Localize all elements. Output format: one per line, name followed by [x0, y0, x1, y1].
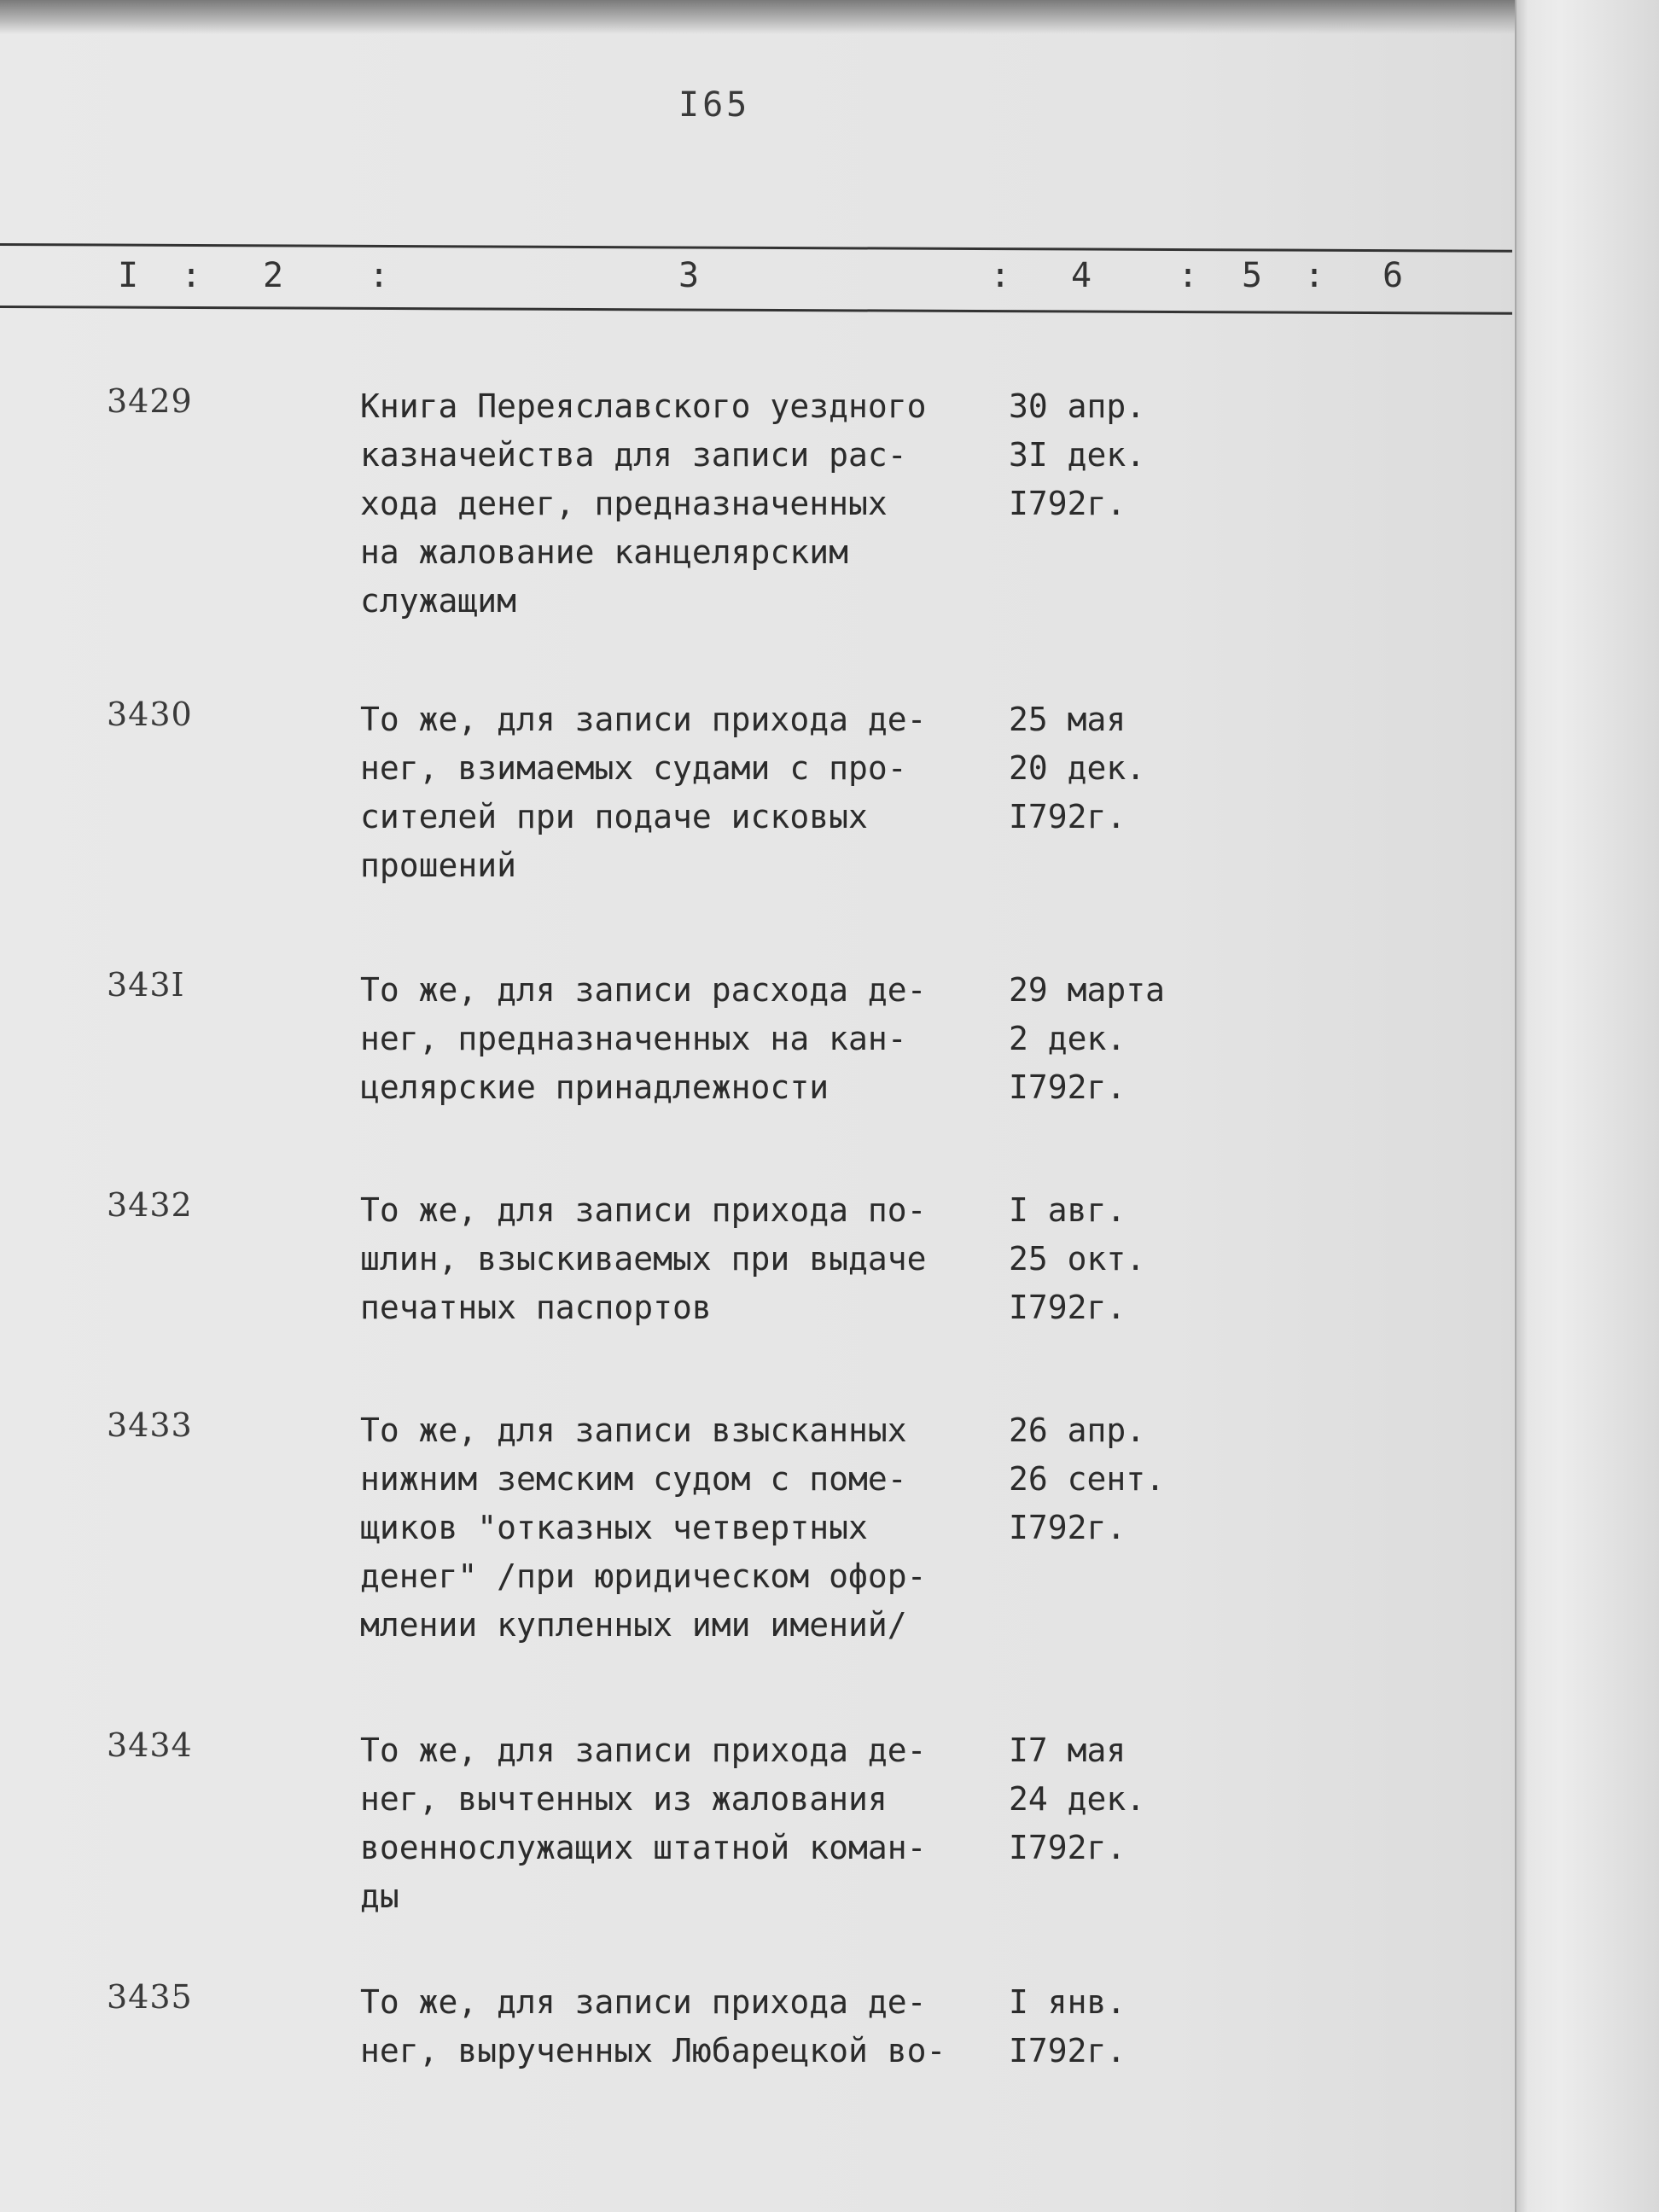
record-number: 3433	[107, 1406, 193, 1444]
column-header-1: I	[118, 256, 139, 295]
underlying-page-edge	[1515, 0, 1659, 2212]
record-description: То же, для записи прихода де- нег, взимаемых судами с про- сителей при подаче исковых прошений	[360, 701, 927, 884]
record-number: 343I	[107, 966, 185, 1004]
record-description: То же, для записи прихода по- шлин, взыскиваемых при выдаче печатных паспортов	[360, 1191, 927, 1326]
table-header-top-rule	[0, 243, 1512, 253]
page-top-shadow	[0, 0, 1659, 34]
record-description: То же, для записи взысканных нижним земским судом с поме- щиков "отказных четвертных денег" /при юридическом офор- млении купленных ими имений/	[360, 1412, 927, 1644]
table-header-bottom-rule	[0, 306, 1512, 315]
record-description: То же, для записи прихода де- нег, вычтенных из жалования военнослужащих штатной коман- ды	[360, 1732, 927, 1915]
record-dates: I янв. I792г.	[1009, 1983, 1126, 2069]
column-header-2: 2	[263, 256, 284, 295]
column-header-5: 5	[1242, 256, 1263, 295]
column-header-separator: :	[1304, 256, 1325, 295]
column-header-separator: :	[990, 256, 1011, 295]
record-dates: 25 мая 20 дек. I792г.	[1009, 701, 1146, 835]
record-number: 3430	[107, 696, 193, 733]
record-number: 3432	[107, 1186, 193, 1224]
record-number: 3429	[107, 382, 193, 420]
record-dates: 29 марта 2 дек. I792г.	[1009, 971, 1166, 1106]
record-dates: 26 апр. 26 сент. I792г.	[1009, 1412, 1166, 1546]
record-dates: I авг. 25 окт. I792г.	[1009, 1191, 1146, 1326]
record-description: Книга Переяславского уездного казначейства для записи рас- хода денег, предназначенных на жалование канцелярским служащим	[360, 387, 927, 620]
page-number: I65	[678, 85, 751, 125]
record-dates: 30 апр. 3I дек. I792г.	[1009, 387, 1146, 522]
column-header-separator: :	[181, 256, 202, 295]
record-number: 3434	[107, 1726, 193, 1764]
column-header-separator: :	[369, 256, 390, 295]
column-header-separator: :	[1178, 256, 1199, 295]
column-header-3: 3	[678, 256, 700, 295]
record-description: То же, для записи прихода де- нег, вырученных Любарецкой во-	[360, 1983, 946, 2069]
column-header-4: 4	[1071, 256, 1092, 295]
column-header-row	[0, 256, 1512, 299]
column-header-6: 6	[1382, 256, 1404, 295]
record-description: То же, для записи расхода де- нег, предназначенных на кан- целярские принадлежности	[360, 971, 927, 1106]
record-dates: I7 мая 24 дек. I792г.	[1009, 1732, 1146, 1866]
record-number: 3435	[107, 1978, 193, 2016]
